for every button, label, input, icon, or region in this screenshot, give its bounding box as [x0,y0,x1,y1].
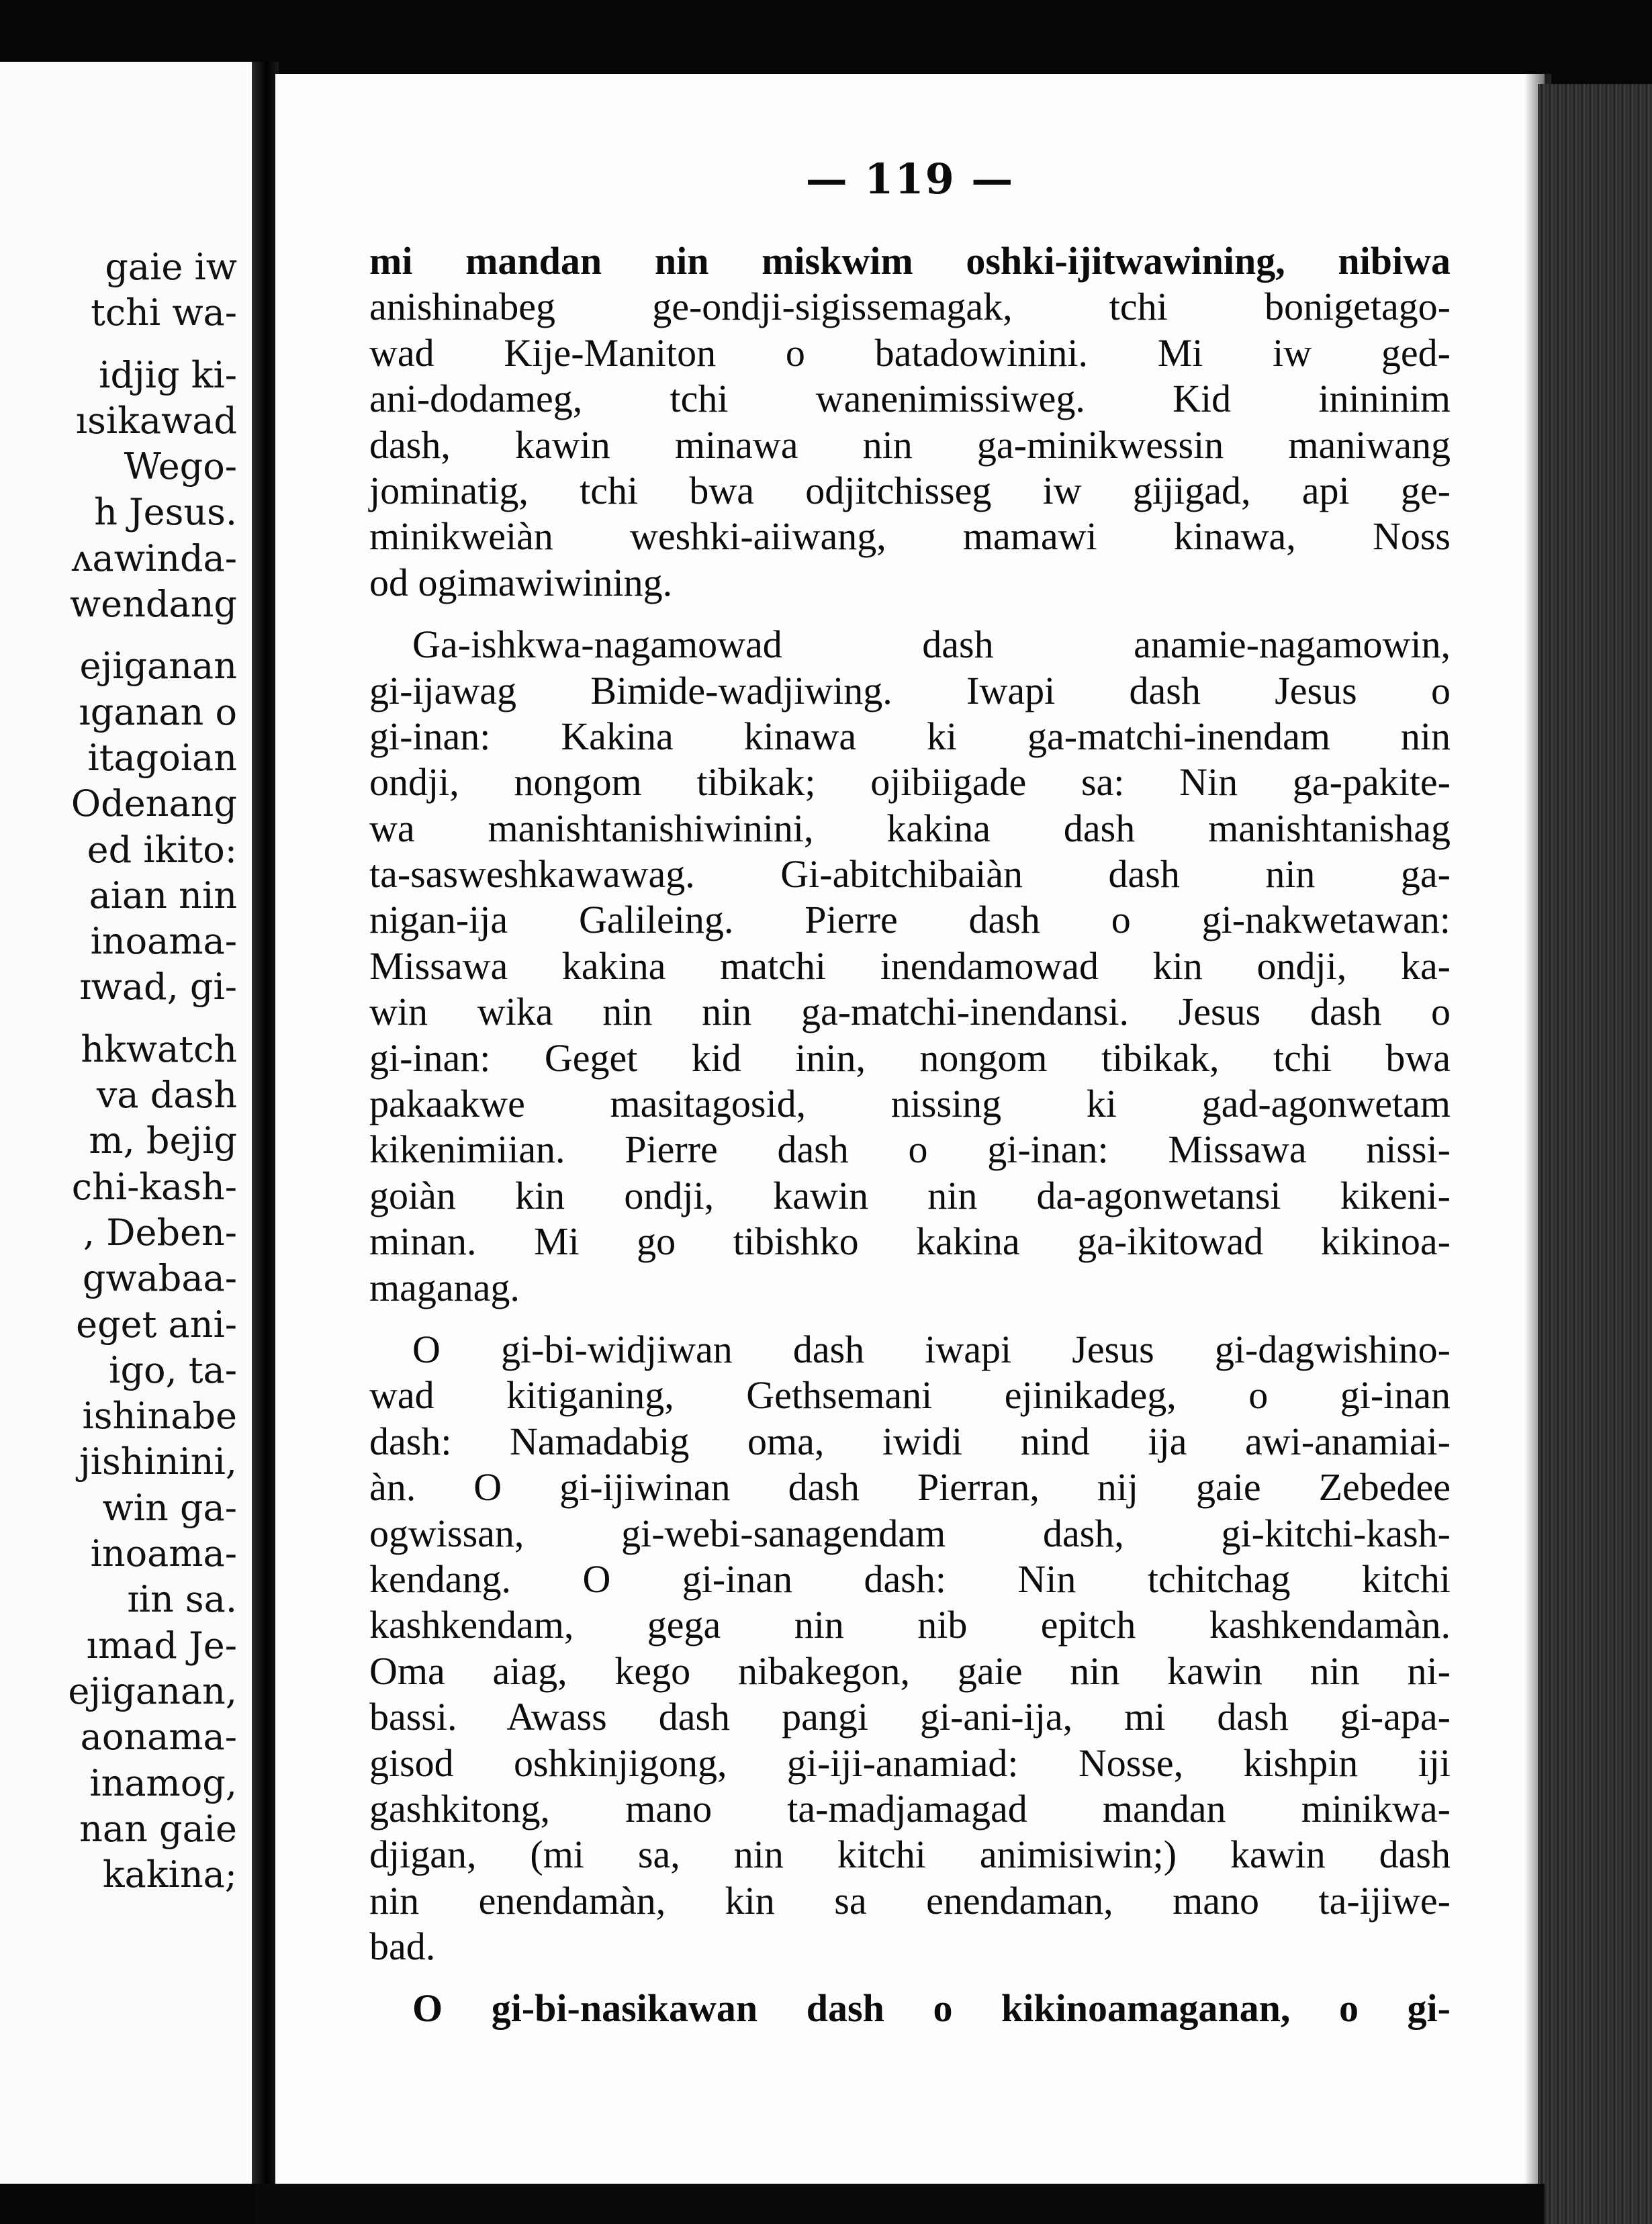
text-line: pakaakwe masitagosid, nissing ki gad-agonwetam [369,1082,1451,1126]
previous-page-line: ımad Je- [86,1624,237,1667]
paragraph-gap [68,1011,237,1027]
text-line: àn. O gi-ijiwinan dash Pierran, nij gaie Zebedee [369,1465,1451,1510]
text-line: O gi-bi-widjiwan dash iwapi Jesus gi-dagwishino- [412,1327,1451,1371]
text-line: anishinabeg ge-ondji-sigissemagak, tchi bonigetago- [369,285,1451,329]
text-line: minan. Mi go tibishko kakina ga-ikitowad kikinoa- [369,1219,1451,1264]
previous-page-line: ısikawad [75,399,237,442]
text-line: ta-sasweshkawawag. Gi-abitchibaiàn dash nin ga- [369,852,1451,896]
previous-page-line: , Deben- [83,1211,237,1254]
previous-page-line: ɪwad, gi- [79,966,237,1009]
text-line: wa manishtanishiwinini, kakina dash manishtanishag [369,806,1451,850]
previous-page-line: itagoian [87,736,237,779]
text-line: nin enendamàn, kin sa enendaman, mano ta-ijiwe- [369,1878,1451,1922]
text-line: Ga-ishkwa-nagamowad dash anamie-nagamowin, [412,622,1451,667]
previous-page-line: nan gaie [79,1807,237,1850]
previous-page-line: gaie iw [105,246,237,288]
previous-page-line: hkwatch [81,1027,237,1070]
previous-page-line: eget ani- [76,1303,237,1346]
previous-page-line: ejiganan, [68,1669,237,1712]
previous-page-line: ishinabe [82,1395,237,1438]
previous-page-line: wendang [69,583,237,626]
text-line: gi-ijawag Bimide-wadjiwing. Iwapi dash Jesus o [369,668,1451,712]
paragraph-gap [68,336,237,353]
previous-page-line: gwabaa- [82,1257,237,1300]
previous-page-line: chi-kash- [71,1165,237,1208]
previous-page-line: tchi wa- [91,291,237,334]
text-line: mi mandan nin miskwim oshki-ijitwawining, nibiwa [369,239,1451,283]
previous-page-line: va dash [96,1074,237,1117]
text-line: ondji, nongom tibikak; ojibiigade sa: Nin ga-pakite- [369,760,1451,804]
text-line: goiàn kin ondji, kawin nin da-agonwetansi kikeni- [369,1173,1451,1217]
previous-page-line: ɪin sa. [127,1578,237,1621]
paragraph-gap [369,1311,1451,1327]
previous-page-line: h Jesus. [94,491,237,534]
previous-page-line: ıganan o [79,690,237,733]
paragraph-gap [369,1970,1451,1986]
page-body-text [369,238,1451,2032]
text-line: od ogimawiwining. [369,560,673,604]
text-line: gi-inan: Kakina kinawa ki ga-matchi-inendam nin [369,714,1451,758]
text-line: wad kitiganing, Gethsemani ejinikadeg, o gi-inan [369,1373,1451,1418]
page-number: — 119 — [805,154,1015,203]
book-gutter [252,62,279,2184]
text-line: gashkitong, mano ta-madjamagad mandan minikwa- [369,1786,1451,1831]
previous-page-line: aian nin [89,874,237,917]
previous-page-line: Wego- [124,445,237,488]
book-page [275,74,1545,2189]
text-line: O gi-bi-nasikawan dash o kikinoamaganan, o gi- [412,1986,1451,2031]
text-line: kikenimiian. Pierre dash o gi-inan: Missawa nissi- [369,1127,1451,1172]
text-line: minikweiàn weshki-aiiwang, mamawi kinawa, Noss [369,514,1451,559]
previous-page-line: inoama- [90,1532,237,1575]
previous-page-line: inoama- [90,920,237,963]
previous-page-line: ʌawinda- [72,537,237,580]
text-line: jominatig, tchi bwa odjitchisseg iw gijigad, api ge- [369,468,1451,512]
previous-page-fragment [0,62,252,2184]
text-line: wad Kije-Maniton o batadowinini. Mi iw ged- [369,330,1451,375]
previous-page-line: jishinini, [79,1440,237,1483]
text-line: djigan, (mi sa, nin kitchi animisiwin;) kawin dash [369,1833,1451,1877]
previous-page-line: inamog, [89,1761,237,1804]
previous-page-line: kakina; [102,1853,237,1896]
previous-page-line: aonama- [80,1716,237,1759]
text-line: Missawa kakina matchi inendamowad kin ondji, ka- [369,943,1451,988]
paragraph-gap [68,627,237,643]
text-line: ani-dodameg, tchi wanenimissiweg. Kid inininim [369,377,1451,421]
text-line: bassi. Awass dash pangi gi-ani-ija, mi dash gi-apa- [369,1695,1451,1739]
text-line: ogwissan, gi-webi-sanagendam dash, gi-kitchi-kash- [369,1511,1451,1555]
previous-page-line: Odenang [71,782,237,825]
text-line: gisod oshkinjigong, gi-iji-anamiad: Nosse, kishpin iji [369,1741,1451,1785]
text-line: bad. [369,1925,436,1969]
text-line: kendang. O gi-inan dash: Nin tchitchag kitchi [369,1557,1451,1601]
text-line: nigan-ija Galileing. Pierre dash o gi-nakwetawan: [369,898,1451,942]
previous-page-line: igo, ta- [109,1348,237,1391]
previous-page-text [68,244,237,1898]
previous-page-line: idjig ki- [99,353,237,396]
previous-page-line: ed ikito: [87,828,237,871]
text-line: gi-inan: Geget kid inin, nongom tibikak, tchi bwa [369,1035,1451,1080]
text-line: dash, kawin minawa nin ga-minikwessin maniwang [369,422,1451,467]
text-line: dash: Namadabig oma, iwidi nind ija awi-anamiai- [369,1419,1451,1463]
text-line: win wika nin nin ga-matchi-inendansi. Jesus dash o [369,990,1451,1034]
text-line: maganag. [369,1265,520,1309]
book-block-edge [1538,84,1652,2224]
previous-page-line: win ga- [102,1486,237,1529]
bottom-shadow [255,2184,1545,2224]
paragraph-gap [369,606,1451,622]
text-line: Oma aiag, kego nibakegon, gaie nin kawin nin ni- [369,1649,1451,1693]
previous-page-line: m, bejig [89,1119,237,1162]
text-line: kashkendam, gega nin nib epitch kashkendamàn. [369,1603,1451,1647]
previous-page-line: ejiganan [79,645,237,688]
